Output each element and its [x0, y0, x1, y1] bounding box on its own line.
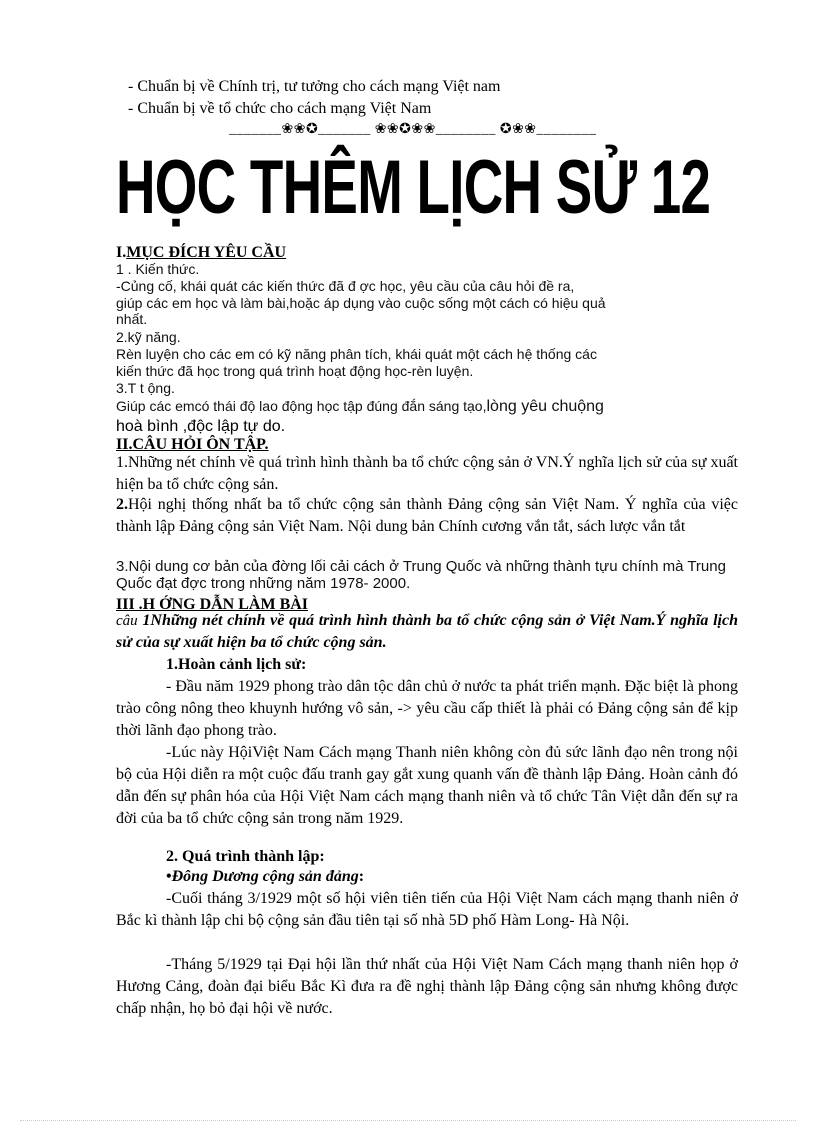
question-2-number: 2.	[116, 496, 128, 513]
s1-line-knowledge: 1 . Kiến thức.	[116, 261, 200, 277]
subheading-formation-process: 2. Quá trình thành lập:	[166, 848, 325, 865]
s1-line-attitude: 3.T t ộng.	[116, 380, 175, 396]
s1-line-3: giúp các em học và làm bài,hoặc áp dụng vào cuộc sống một cách có hiệu quả	[116, 295, 606, 311]
s1-line-9a: Giúp các emcó thái độ lao động học tập đúng đắn sáng tạo,	[116, 398, 487, 414]
question-3: 3.Nội dung cơ bản của đờng lối cải cách ở Trung Quốc và những thành tựu chính mà Trung Quốc đạt đợc trong những năm 1978- 2000.	[116, 558, 726, 592]
page-bottom-border	[20, 1120, 796, 1121]
subheading-historical-context: 1.Hoàn cảnh lịch sử:	[166, 656, 307, 673]
subheading-dong-duong	[166, 866, 364, 888]
question-2-text: Hội nghị thống nhất ba tổ chức cộng sản thành Đảng cộng sản Việt Nam. Ý nghĩa của việc thành lập Đảng cộng sản Việt Nam. Nội dung bản Chính cương vắn tắt, sách lược vắn tắt	[116, 496, 738, 535]
s1-line-9b: lòng yêu chuộng	[486, 398, 604, 415]
dong-duong-title: Đông Dương cộng sản đảng	[171, 868, 359, 885]
s1-line-6: Rèn luyện cho các em có kỹ năng phân tích, khái quát một cách hệ thống các	[116, 346, 597, 362]
section-3-title: III .H ỚNG DẪN LÀM BÀI	[116, 596, 309, 613]
banner-title: HỌC THÊM LỊCH SỬ 12	[116, 145, 711, 230]
paragraph-3: -Cuối tháng 3/1929 một số hội viên tiên tiến của Hội Việt Nam cách mạng thanh niên ở Bắc kì thành lập chi bộ cộng sản đầu tiên tại số nhà 5D phố Hàm Long- Hà Nội.	[116, 890, 738, 929]
section-2-title: II.CÂU HỎI ÔN TẬP.	[116, 436, 269, 453]
answer-1-heading	[116, 610, 738, 654]
paragraph-1: - Đầu năm 1929 phong trào dân tộc dân chủ ở nước ta phát triển mạnh. Đặc biệt là phong trào công nông theo khuynh hướng vô sản, -> yêu cầu cấp thiết là phải có Đảng cộng sản để kịp thời lãnh đạo phong trào.	[116, 678, 738, 739]
s1-line-2: -Củng cố, khái quát các kiến thức đã đ ợc học, yêu cầu của câu hỏi đề ra,	[116, 278, 575, 294]
section-1-title: MỤC ĐÍCH YÊU CẦU	[126, 244, 287, 261]
paragraph-4: -Tháng 5/1929 tại Đại hội lần thứ nhất của Hội Việt Nam Cách mạng thanh niên họp ở Hương Cảng, đoàn đại biểu Bắc Kì đưa ra đề nghị thành lập Đảng cộng sản nhưng không được chấp nhận, họ bỏ đại hội về nước.	[116, 956, 738, 1017]
bullet-icon: •	[166, 868, 172, 885]
paragraph-2: -Lúc này HộiViệt Nam Cách mạng Thanh niên không còn đủ sức lãnh đạo nên trong nội bộ của Hội diễn ra một cuộc đấu tranh gay gắt xung quanh vấn đề thành lập Đảng. Hoàn cảnh đó dẫn đến sự phân hóa của Hội Việt Nam cách mạng thanh niên và tổ chức Tân Việt dẫn đến sự ra đời của ba tổ chức cộng sản trong năm 1929.	[116, 744, 738, 827]
prep-line-politics: - Chuẩn bị về Chính trị, tư tưởng cho cách mạng Việt nam	[128, 78, 501, 95]
s1-line-10: hoà bình ,độc lập tự do.	[116, 418, 286, 435]
s1-line-4: nhất.	[116, 311, 148, 327]
dong-duong-colon: :	[358, 868, 365, 885]
s1-line-7: kiến thức đã học trong quá trình hoạt động học-rèn luyện.	[116, 363, 474, 379]
answer-1-title: 1Những nét chính về quá trình hình thành ba tổ chức cộng sản ở Việt Nam.Ý nghĩa lịch sử của sự xuất hiện ba tổ chức cộng sản.	[116, 612, 739, 651]
ornament-divider: _______❀❀✪_______ ❀❀✪❀❀________ ✪❀❀________	[229, 122, 597, 137]
prep-line-organization: - Chuẩn bị về tổ chức cho cách mạng Việt Nam	[128, 100, 432, 117]
s1-line-9	[116, 399, 604, 414]
section-1-number: I.	[116, 244, 127, 261]
s1-line-skills: 2.kỹ năng.	[116, 329, 181, 345]
section-1-heading	[116, 244, 286, 262]
cau-label: câu	[116, 613, 138, 629]
question-1: 1.Những nét chính về quá trình hình thành ba tổ chức cộng sản ở VN.Ý nghĩa lịch sử của sự xuất hiện ba tổ chức cộng sản.	[116, 454, 738, 493]
question-2	[116, 494, 738, 538]
